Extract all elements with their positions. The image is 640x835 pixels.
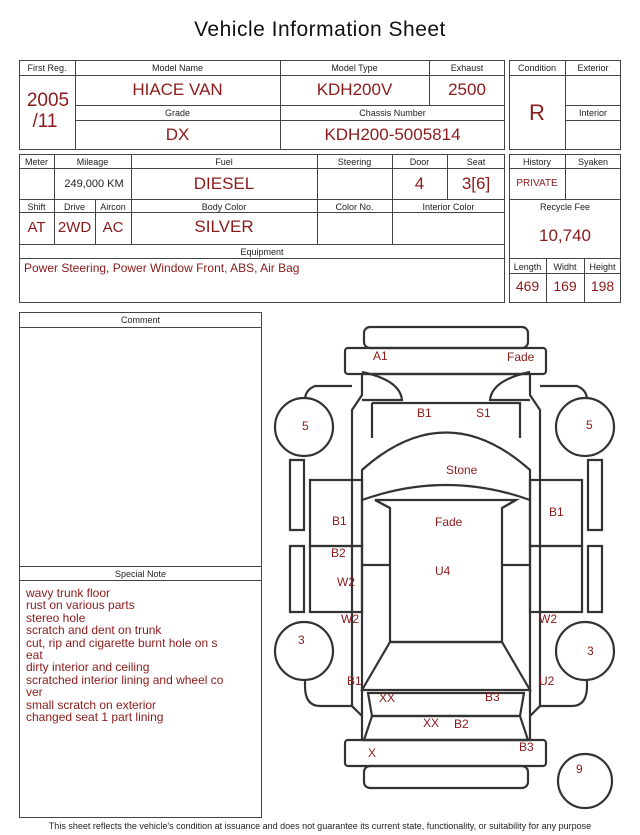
mark-w2-left-a: W2 [337, 575, 355, 589]
special-note-line: small scratch on exterior [26, 697, 157, 712]
special-note-line: changed seat 1 part lining [26, 710, 164, 725]
special-note-line: rust on various parts [26, 598, 135, 613]
first-reg-label: First Reg. [27, 63, 67, 73]
rear-panel [364, 716, 528, 740]
equipment-label: Equipment [240, 247, 284, 257]
mileage: 249,000 KM [64, 178, 124, 190]
model-type-label: Model Type [331, 63, 378, 73]
drive-label: Drive [63, 202, 85, 212]
seat-label: Seat [466, 157, 486, 167]
interior-color-label: Interior Color [422, 202, 475, 212]
chassis-number: KDH200-5005814 [324, 125, 461, 144]
exhaust-label: Exhaust [450, 63, 484, 73]
special-note-line: wavy trunk floor [26, 586, 111, 600]
special-note-label: Special Note [114, 569, 167, 579]
special-note-line: eat [26, 648, 43, 663]
first-reg-year: 2005 [26, 90, 70, 111]
headlight-right [490, 372, 530, 400]
mark-x: X [368, 746, 377, 760]
mark-b3-a: B3 [485, 690, 500, 704]
mark-wheel-5-left: 5 [302, 419, 309, 433]
equipment: Power Steering, Power Window Front, ABS, Air Bag [24, 261, 300, 275]
mark-wheel-3-left: 3 [298, 633, 305, 647]
grade-label: Grade [164, 108, 190, 118]
special-note-line: dirty interior and ceiling [26, 660, 150, 675]
mark-b2-rear: B2 [454, 717, 469, 731]
mark-xx-b: XX [423, 716, 440, 730]
width-label: Widht [553, 262, 577, 272]
disclaimer-footer: This sheet reflects the vehicle's condition at issuance and does not guarantee its current state, functionality, or suitability for any purpose [48, 821, 592, 831]
mark-u2: U2 [539, 674, 555, 688]
rear-door-panel-right [530, 546, 582, 612]
mark-s1: S1 [476, 406, 491, 420]
model-name: HIACE VAN [132, 80, 223, 99]
syaken-label: Syaken [577, 157, 609, 167]
mark-a1: A1 [373, 349, 388, 363]
front-door-left [290, 460, 304, 530]
exterior-label: Exterior [577, 63, 609, 73]
fuel-label: Fuel [215, 157, 233, 167]
special-note-line: ver [26, 685, 43, 700]
recycle-fee: 10,740 [539, 226, 591, 245]
color-no-label: Color No. [335, 202, 374, 212]
mileage-label: Mileage [76, 157, 109, 167]
recycle-fee-label: Recycle Fee [539, 202, 591, 212]
aircon-label: Aircon [100, 202, 126, 212]
door: 4 [414, 174, 425, 193]
mark-b1-left: B1 [332, 514, 347, 528]
seat: 3[6] [461, 174, 491, 193]
door-label: Door [409, 157, 430, 167]
fuel: DIESEL [193, 174, 255, 193]
mark-u4: U4 [435, 564, 451, 578]
rear-glass [362, 642, 530, 690]
special-note-line: stereo hole [26, 610, 86, 625]
comment-panel [19, 312, 262, 818]
front-bumper-top [364, 327, 528, 348]
width: 169 [553, 278, 577, 294]
drive: 2WD [57, 219, 92, 236]
mark-w2-left-b: W2 [341, 612, 359, 626]
special-note-line: scratched interior lining and wheel co [26, 672, 224, 687]
mark-spare-9: 9 [576, 762, 583, 776]
aircon: AC [102, 219, 124, 236]
mark-b1-front: B1 [417, 406, 432, 420]
mark-b1-lower: B1 [347, 674, 362, 688]
rear-bumper-bottom [364, 766, 528, 788]
front-door-right [588, 460, 602, 530]
mark-xx-a: XX [379, 691, 396, 705]
body-color-label: Body Color [201, 202, 247, 212]
special-note-line: cut, rip and cigarette burnt hole on s [26, 635, 218, 650]
mark-wheel-3-right: 3 [587, 644, 594, 658]
front-door-panel-left [310, 480, 362, 546]
chassis-label: Chassis Number [359, 108, 426, 118]
mark-w2-right: W2 [539, 612, 557, 626]
height: 198 [590, 278, 615, 294]
grade: DX [165, 125, 190, 144]
page-title: Vehicle Information Sheet [194, 18, 446, 41]
roof-corners [375, 500, 516, 508]
meter-label: Meter [24, 157, 48, 167]
length-label: Length [513, 262, 542, 272]
wheel-rear-right [556, 622, 614, 680]
history-label: History [522, 157, 551, 167]
mark-stone: Stone [446, 463, 478, 477]
interior-label: Interior [578, 108, 607, 118]
wheel-front-right [556, 398, 614, 456]
special-note-line: scratch and dent on trunk [26, 623, 162, 638]
condition-grade: R [529, 100, 545, 125]
mark-wheel-5-right: 5 [586, 418, 593, 432]
model-name-label: Model Name [151, 63, 204, 73]
rear-door-right [588, 546, 602, 612]
mark-fade-roof: Fade [435, 515, 463, 529]
special-notes-list [26, 587, 258, 723]
body-outline [352, 374, 540, 740]
height-label: Height [589, 262, 616, 272]
mark-fade-top: Fade [507, 350, 535, 364]
wheel-rear-left [275, 622, 333, 680]
condition-label: Condition [517, 63, 557, 73]
history: PRIVATE [516, 178, 558, 189]
headlight-left [362, 372, 402, 400]
shift: AT [27, 219, 46, 236]
mark-b2-left: B2 [331, 546, 346, 560]
comment-label: Comment [120, 315, 160, 325]
exhaust: 2500 [448, 80, 486, 99]
first-reg-month: /11 [32, 111, 58, 132]
length: 469 [515, 278, 540, 294]
mark-b1-right: B1 [549, 505, 564, 519]
rear-door-left [290, 546, 304, 612]
mark-b3-b: B3 [519, 740, 534, 754]
body-color: SILVER [194, 217, 254, 236]
spare-tire [558, 754, 612, 808]
steering-label: Steering [337, 157, 372, 167]
model-type: KDH200V [316, 80, 393, 99]
shift-label: Shift [27, 202, 46, 212]
